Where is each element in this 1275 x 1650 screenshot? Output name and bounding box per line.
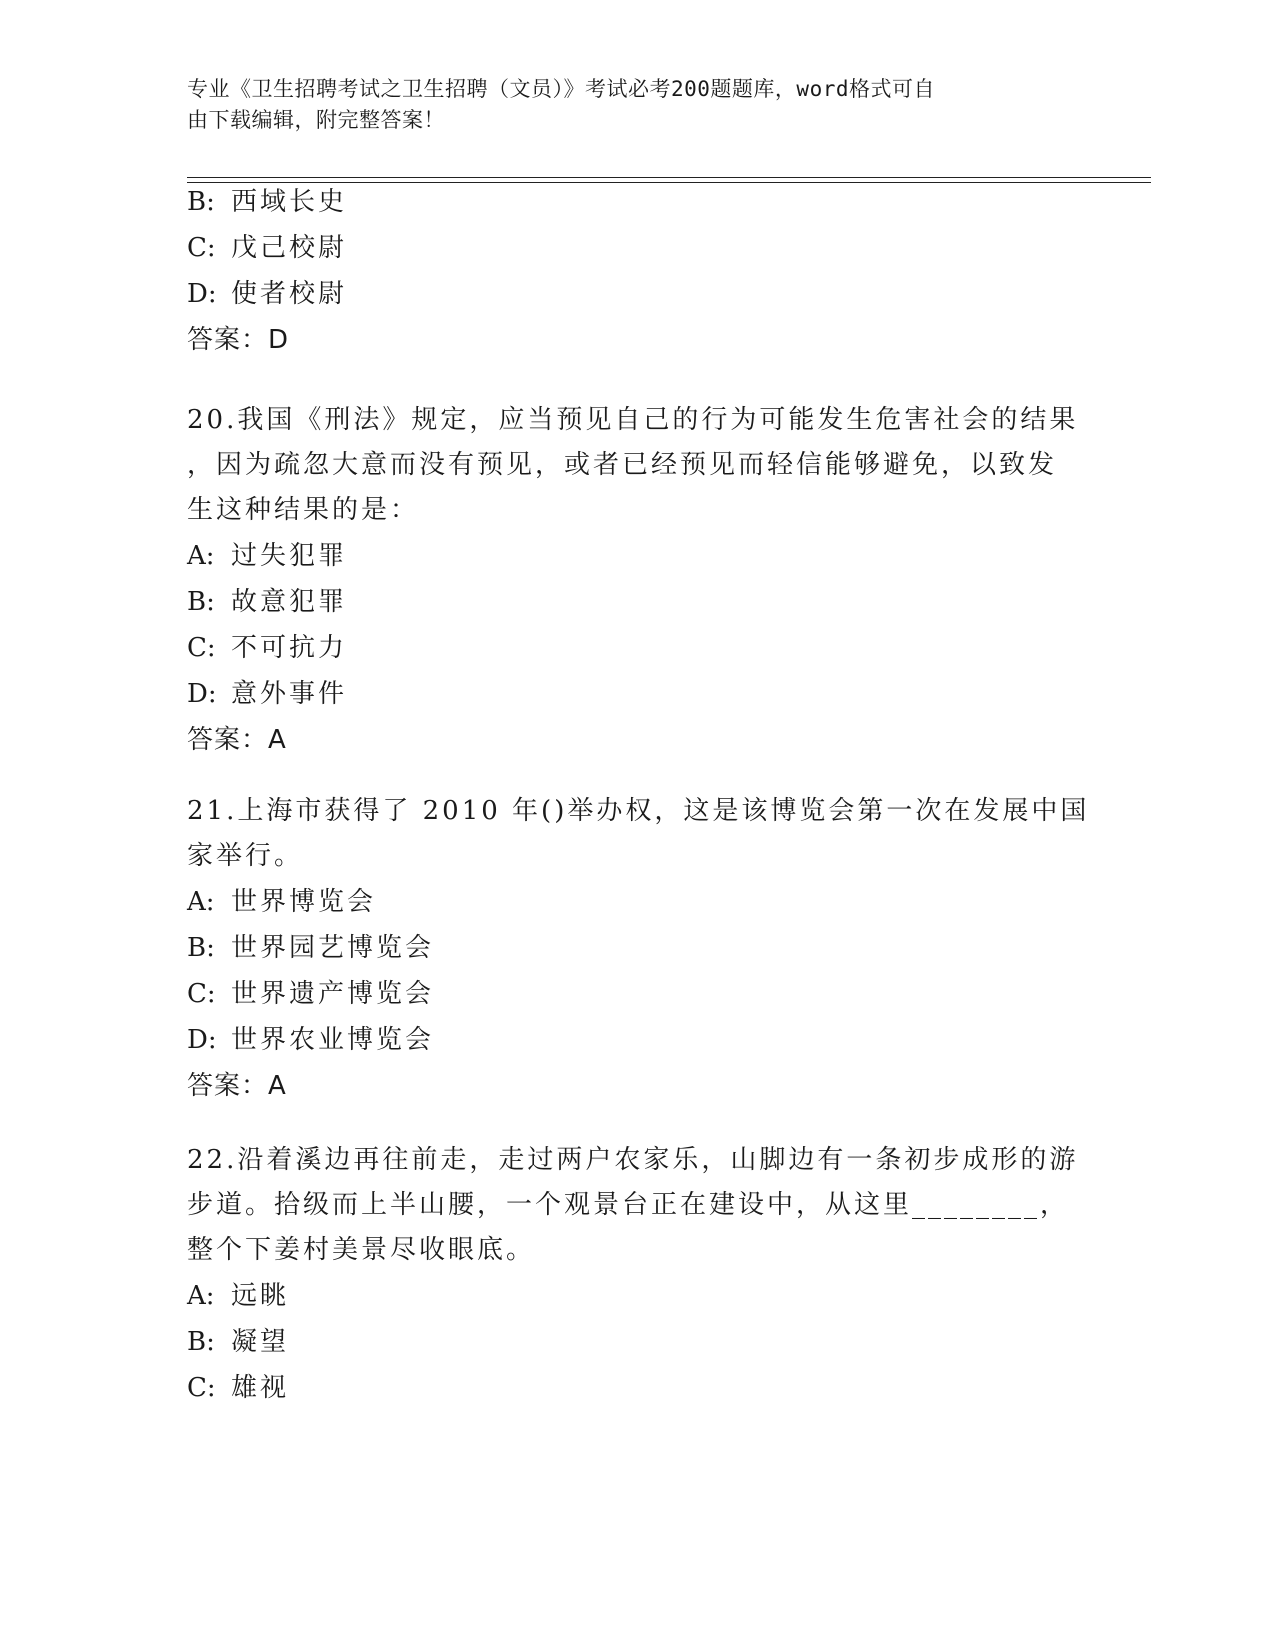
option-row	[187, 625, 1087, 671]
answer-line: 答案：A	[187, 725, 287, 755]
header-line-1: 专业《卫生招聘考试之卫生招聘（文员）》考试必考200题题库，word格式可自	[187, 77, 935, 101]
option-label: B:	[187, 587, 215, 617]
option-text: 故意犯罪	[231, 587, 348, 617]
option-text: 西域长史	[231, 187, 348, 217]
option-row	[187, 671, 1087, 717]
option-text: 不可抗力	[231, 633, 348, 663]
option-row	[187, 225, 1087, 271]
option-label: C:	[187, 979, 216, 1009]
question-22-block	[187, 1138, 1087, 1411]
option-row	[187, 971, 1087, 1017]
question-21-block	[187, 789, 1090, 1109]
question-stem-line: 家举行。	[187, 841, 304, 871]
option-text: 过失犯罪	[231, 541, 348, 571]
header-line-2: 由下载编辑，附完整答案！	[187, 108, 445, 132]
option-label: A:	[187, 541, 215, 571]
option-text: 使者校尉	[231, 279, 348, 309]
option-label: B:	[187, 1327, 215, 1357]
question-stem-line: 22.沿着溪边再往前走，走过两户农家乐，山脚边有一条初步成形的游	[187, 1145, 1079, 1175]
option-label: D:	[187, 679, 217, 709]
option-row	[187, 179, 1087, 225]
option-label: C:	[187, 1373, 216, 1403]
prev-question-block	[187, 179, 1087, 363]
question-20-block	[187, 398, 1087, 763]
option-text: 戊己校尉	[231, 233, 348, 263]
option-row	[187, 879, 1087, 925]
option-label: C:	[187, 633, 216, 663]
answer-line: 答案：D	[187, 325, 290, 355]
option-label: B:	[187, 187, 215, 217]
option-text: 凝望	[231, 1327, 290, 1357]
option-row	[187, 1017, 1087, 1063]
question-stem-line: ，因为疏忽大意而没有预见，或者已经预见而轻信能够避免，以致发	[187, 450, 1058, 480]
question-stem-line: 步道。拾级而上半山腰，一个观景台正在建设中，从这里________，	[187, 1190, 1070, 1220]
option-row	[187, 925, 1087, 971]
question-stem-line: 整个下姜村美景尽收眼底。	[187, 1235, 536, 1265]
option-text: 世界遗产博览会	[231, 979, 435, 1009]
option-row	[187, 1365, 1087, 1411]
option-row	[187, 533, 1087, 579]
option-text: 世界博览会	[231, 887, 377, 917]
question-stem-line: 生这种结果的是：	[187, 495, 420, 525]
option-label: A:	[187, 1281, 215, 1311]
document-header	[187, 74, 1067, 136]
option-text: 意外事件	[231, 679, 348, 709]
option-label: A:	[187, 887, 215, 917]
option-label: C:	[187, 233, 216, 263]
question-stem-line: 20.我国《刑法》规定，应当预见自己的行为可能发生危害社会的结果	[187, 405, 1079, 435]
option-text: 远眺	[231, 1281, 290, 1311]
option-row	[187, 1319, 1087, 1365]
option-label: D:	[187, 279, 217, 309]
option-row	[187, 579, 1087, 625]
question-stem-line: 21.上海市获得了 2010 年()举办权，这是该博览会第一次在发展中国	[187, 796, 1090, 826]
option-label: B:	[187, 933, 215, 963]
option-row	[187, 1273, 1087, 1319]
option-label: D:	[187, 1025, 217, 1055]
header-divider-top	[187, 177, 1151, 178]
option-text: 世界农业博览会	[231, 1025, 435, 1055]
option-row	[187, 271, 1087, 317]
option-text: 世界园艺博览会	[231, 933, 435, 963]
option-text: 雄视	[231, 1373, 290, 1403]
answer-line: 答案：A	[187, 1071, 287, 1101]
